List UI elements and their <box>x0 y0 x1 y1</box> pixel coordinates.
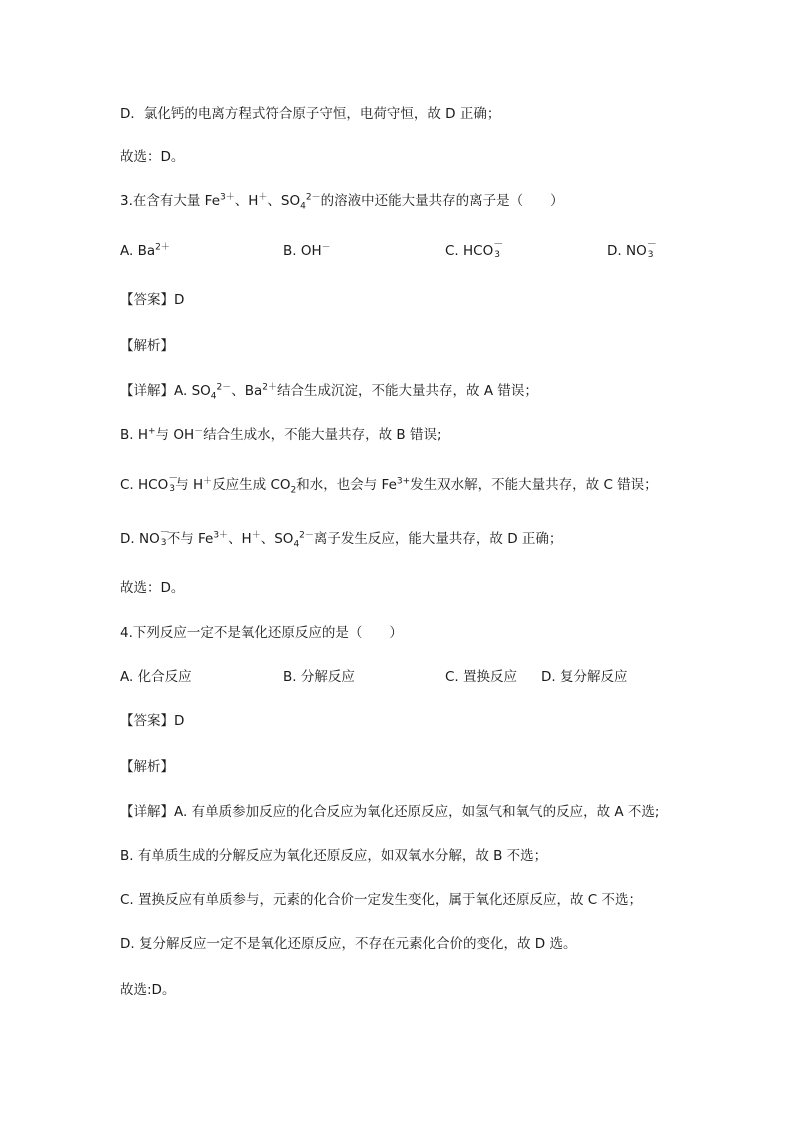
text: 、SO <box>260 531 294 547</box>
text: 反应生成 CO <box>212 477 291 493</box>
q3-stem <box>120 191 564 211</box>
q4-option-a: A. 化合反应 <box>120 669 192 685</box>
q3-answer: 【答案】D <box>120 292 185 308</box>
text: D. NO <box>120 531 160 547</box>
q2-choice: 故选：D。 <box>120 149 185 165</box>
q4-stem: 4.下列反应一定不是氧化还原反应的是（ ） <box>120 625 403 641</box>
charge: － <box>646 239 657 250</box>
ion-script <box>493 239 504 260</box>
q3-stem-part: 、H <box>234 193 259 209</box>
subscript: 4 <box>300 201 306 212</box>
q4-option-d: D. 复分解反应 <box>541 669 628 685</box>
ion-script <box>168 473 179 494</box>
subscript: 3 <box>647 250 654 260</box>
subscript: 4 <box>293 539 300 550</box>
q3-option-c <box>445 239 504 261</box>
charge: － <box>194 426 204 437</box>
charge: － <box>493 239 504 250</box>
text: 离子发生反应，能大量共存，故 D 正确； <box>313 531 563 547</box>
charge: 2－ <box>299 530 314 541</box>
charge: － <box>168 473 179 484</box>
text: 与 OH <box>155 427 195 443</box>
text: 发生双水解，不能大量共存，故 C 错误； <box>410 477 658 493</box>
q4-detail-b: B. 有单质生成的分解反应为氧化还原反应，如双氧水分解，故 B 不选； <box>120 848 548 864</box>
charge: 3+ <box>396 476 411 487</box>
q3-stem-part: 的溶液中还能大量共存的离子是（ ） <box>320 193 564 209</box>
q4-detail-a: 【详解】A. 有单质参加反应的化合反应为氧化还原反应，如氢气和氧气的反应，故 A 不选; <box>120 804 660 820</box>
q3-detail-b <box>120 425 442 445</box>
q2-option-d-explanation: D．氯化钙的电离方程式符合原子守恒，电荷守恒，故 D 正确； <box>120 106 501 122</box>
q3-detail-a <box>120 381 538 401</box>
subscript: 3 <box>494 250 500 260</box>
charge: ＋ <box>258 192 268 203</box>
text: 与 H <box>175 477 204 493</box>
q3-choice: 故选：D。 <box>120 580 185 596</box>
subscript: 3 <box>160 538 167 548</box>
text: 、H <box>228 531 252 547</box>
subscript: 4 <box>210 391 217 402</box>
q3-option-d <box>607 239 657 261</box>
q3-detail-d <box>120 529 562 549</box>
q4-choice: 故选:D。 <box>120 982 176 998</box>
charge: 2＋ <box>155 242 170 253</box>
option-label: D. NO <box>607 243 647 259</box>
text: 、Ba <box>231 383 263 399</box>
subscript: 2 <box>290 485 297 496</box>
charge: 3＋ <box>213 530 229 541</box>
option-label: C. HCO <box>445 243 494 259</box>
charge: － <box>321 242 331 253</box>
charge: 2－ <box>305 192 321 203</box>
charge: 3＋ <box>220 192 235 203</box>
charge: 2－ <box>216 382 232 393</box>
charge: ＋ <box>203 476 213 487</box>
q3-stem-part: 3.在含有大量 Fe <box>120 193 221 209</box>
q3-analysis-heading: 【解析】 <box>120 338 174 354</box>
subscript: 3 <box>169 484 175 494</box>
text: 结合生成水，不能大量共存，故 B 错误; <box>203 427 442 443</box>
q3-stem-part: 、SO <box>267 193 301 209</box>
q4-option-b: B. 分解反应 <box>283 669 355 685</box>
text: C. HCO <box>120 477 169 493</box>
text: 不与 Fe <box>166 531 214 547</box>
q4-detail-d: D. 复分解反应一定不是氧化还原反应，不存在元素化合价的变化，故 D 选。 <box>120 936 577 952</box>
charge: + <box>148 426 156 437</box>
q4-answer: 【答案】D <box>120 713 185 729</box>
q4-option-c: C. 置换反应 <box>445 669 518 685</box>
charge: 2＋ <box>262 382 278 393</box>
text: B. H <box>120 427 148 443</box>
text: 结合生成沉淀，不能大量共存，故 A 错误； <box>277 383 538 399</box>
ion-script <box>646 239 657 260</box>
text: 和水，也会与 Fe <box>296 477 397 493</box>
q3-option-a <box>120 241 170 261</box>
charge: ＋ <box>251 530 261 541</box>
text: 【详解】A. SO <box>120 383 211 399</box>
charge: － <box>159 527 170 538</box>
q3-option-b <box>283 241 331 261</box>
q4-detail-c: C. 置换反应有单质参与，元素的化合价一定发生变化，属于氧化还原反应，故 C 不选； <box>120 892 643 908</box>
q4-analysis-heading: 【解析】 <box>120 759 174 775</box>
ion-script <box>159 527 170 548</box>
option-label: A. Ba <box>120 243 156 259</box>
option-label: B. OH <box>283 243 322 259</box>
q3-detail-c <box>120 475 658 495</box>
